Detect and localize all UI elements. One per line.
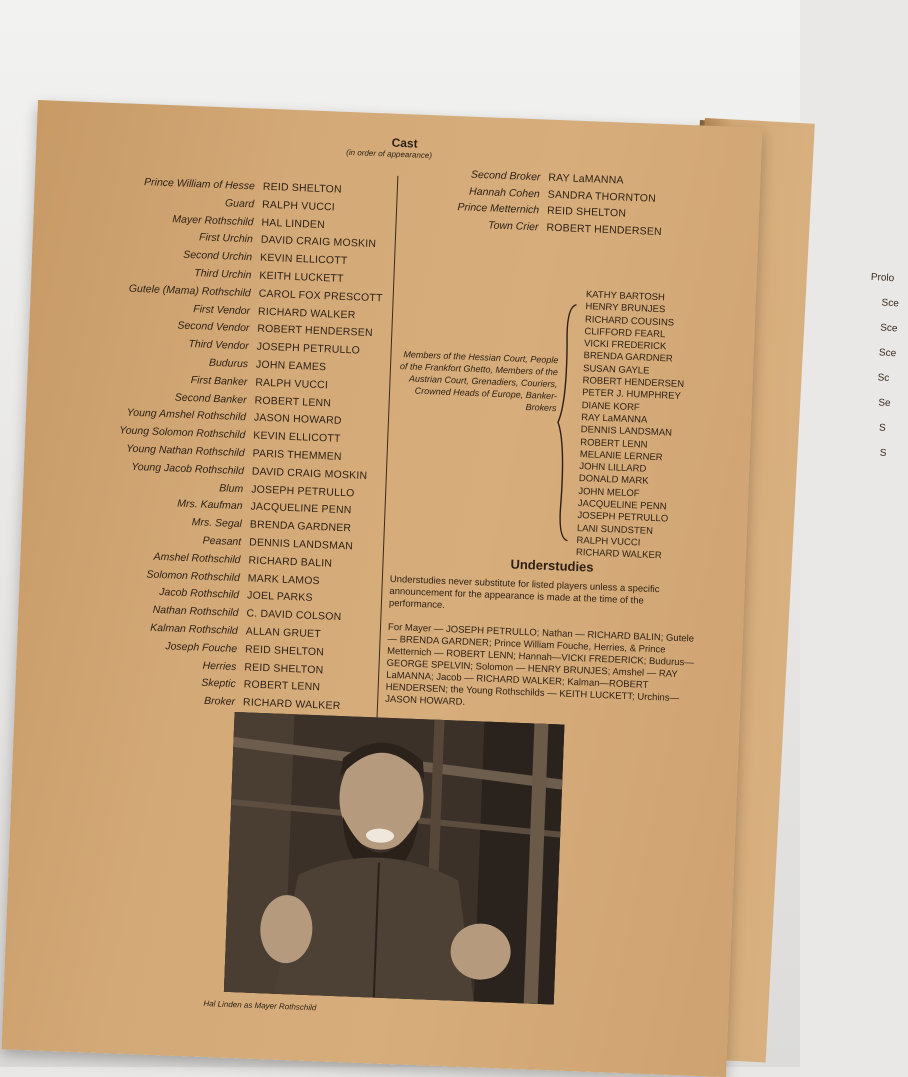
role-name: Mayer Rothschild [172, 212, 254, 228]
role-name: Prince William of Hesse [143, 176, 256, 193]
ensemble-member: ROBERT HENDERSEN [582, 375, 685, 391]
understudies-note: Understudies never substitute for listed players unless a specific announcement for the appearance is made at the time of the performance. [388, 573, 660, 611]
actor-name: REID SHELTON [244, 660, 324, 676]
ensemble-member: RICHARD COUSINS [584, 313, 675, 329]
role-name: Second Broker [470, 168, 541, 184]
actor-name: JACQUELINE PENN [250, 500, 352, 517]
actor-name: REID SHELTON [262, 180, 343, 196]
ensemble-member: DIANE KORF [581, 399, 640, 413]
actor-name: HAL LINDEN [261, 216, 326, 231]
role-name: Young Amshel Rothschild [126, 407, 247, 424]
actor-name: DAVID CRAIG MOSKIN [260, 234, 377, 251]
actor-name: ROBERT LENN [254, 394, 332, 410]
ensemble-member: CLIFFORD FEARL [584, 326, 666, 341]
ensemble-member: KATHY BARTOSH [585, 289, 666, 304]
role-name: Budurus [208, 356, 249, 371]
next-page-label: Sc [877, 372, 890, 384]
understudies-list: For Mayer — JOSEPH PETRULLO; Nathan — RICHARD BALIN; Gutele — BRENDA GARDNER; Prince William Fouche, Herries, & Prince Metternich — ROBERT LENN; Hannah—VICKI FREDERICK; Budurus—GEORGE SPELVIN; Solomon — HENRY BRUNJES; Amshel — RAY LaMANNA; Jacob — RICHARD WALKER; Kalman—ROBERT HENDERSEN; the Young Rothschilds — KEITH LUCKETT; Urchins—JASON HOWARD. [385, 621, 695, 708]
role-name: Amshel Rothschild [153, 550, 241, 566]
role-name: Town Crier [487, 218, 539, 233]
ensemble-member: JOHN MELOF [578, 485, 640, 500]
actor-name: JASON HOWARD [253, 411, 342, 428]
actor-name: KEVIN ELLICOTT [253, 429, 341, 446]
role-name: Kalman Rothschild [150, 621, 238, 638]
role-name: Guard [224, 197, 255, 211]
actor-name: C. DAVID COLSON [246, 607, 342, 624]
actor-name: MARK LAMOS [247, 572, 320, 587]
cast-list-right [401, 166, 663, 238]
role-name: First Banker [190, 373, 248, 389]
actor-name: ROBERT HENDERSEN [257, 322, 373, 340]
next-page-label: Prolo [870, 271, 895, 285]
ensemble-member: JOSEPH PETRULLO [577, 510, 669, 525]
ensemble-label: Members of the Hessian Court, People of the Frankfort Ghetto, Members of the Austrian Court, Grenadiers, Couriers, Crowned Heads of Europe, Banker-Brokers [399, 349, 559, 414]
ensemble-member: RALPH VUCCI [576, 534, 641, 549]
photo-illustration [224, 712, 565, 1004]
actor-name: JOEL PARKS [246, 589, 313, 605]
ensemble-member: PETER J. HUMPHREY [581, 387, 682, 403]
ensemble-member: DONALD MARK [578, 473, 649, 488]
ensemble-member: LANI SUNDSTEN [576, 522, 654, 537]
ensemble-member: JOHN LILLARD [579, 461, 647, 475]
actor-name: RALPH VUCCI [255, 376, 329, 392]
role-name: Third Vendor [188, 338, 249, 353]
ensemble-list [576, 289, 688, 563]
role-name: Gutele (Mama) Rothschild [128, 282, 251, 300]
actor-name: ALLAN GRUET [245, 625, 322, 641]
actor-name: REID SHELTON [546, 204, 627, 220]
ensemble-member: BRENDA GARDNER [583, 350, 673, 366]
cast-title: Cast [391, 135, 418, 151]
actor-name: SANDRA THORNTON [547, 188, 657, 205]
actor-name: JOSEPH PETRULLO [250, 483, 355, 500]
ensemble-member: VICKI FREDERICK [583, 338, 667, 353]
ensemble-member: JACQUELINE PENN [577, 498, 667, 513]
role-name: Second Urchin [183, 248, 253, 264]
ensemble-member: DENNIS LANDSMAN [580, 424, 673, 439]
role-name: First Vendor [193, 302, 251, 317]
actor-name: RALPH VUCCI [261, 198, 336, 214]
cast-list-left [35, 172, 383, 713]
ensemble-member: MELANIE LERNER [579, 448, 663, 464]
role-name: Prince Metternich [457, 201, 540, 217]
next-page-label: S [878, 422, 886, 434]
ensemble-member: ROBERT LENN [580, 436, 648, 451]
role-name: Young Solomon Rothschild [119, 424, 246, 442]
cast-subtitle: (in order of appearance) [346, 147, 433, 161]
role-name: Blum [219, 481, 244, 495]
role-name: Joseph Fouche [165, 640, 238, 655]
photo-hal-linden [224, 712, 565, 1004]
ensemble-member: RAY LaMANNA [580, 412, 648, 426]
role-name: Mrs. Kaufman [177, 498, 243, 513]
actor-name: KEITH LUCKETT [259, 269, 344, 285]
role-name: Young Jacob Rothschild [131, 460, 245, 477]
actor-name: JOSEPH PETRULLO [256, 340, 361, 357]
role-name: Nathan Rothschild [152, 603, 239, 620]
actor-name: RICHARD WALKER [242, 696, 341, 713]
role-name: Hannah Cohen [468, 185, 540, 200]
photo-caption: Hal Linden as Mayer Rothschild [203, 999, 317, 1013]
role-name: Second Banker [174, 391, 247, 406]
role-name: Jacob Rothschild [158, 586, 240, 602]
next-page-label: Sce [879, 322, 898, 335]
role-name: Mrs. Segal [191, 516, 243, 531]
next-page-label: Se [878, 397, 891, 410]
actor-name: ROBERT HENDERSEN [546, 221, 663, 238]
ensemble-member: HENRY BRUNJES [585, 301, 666, 316]
actor-name: DAVID CRAIG MOSKIN [251, 465, 368, 482]
role-name: Herries [202, 659, 237, 673]
brace-icon [551, 302, 580, 543]
next-page-label: Sce [881, 297, 900, 310]
understudies-title: Understudies [510, 556, 594, 575]
program-page [2, 100, 763, 1077]
actor-name: BRENDA GARDNER [249, 518, 352, 535]
actor-name: RICHARD BALIN [248, 554, 333, 570]
ensemble-member: SUSAN GAYLE [582, 362, 650, 377]
actor-name: JOHN EAMES [255, 358, 327, 374]
actor-name: REID SHELTON [244, 643, 325, 659]
next-page-label: S [879, 447, 887, 459]
actor-name: PARIS THEMMEN [252, 447, 342, 463]
actor-name: KEVIN ELLICOTT [259, 251, 348, 268]
actor-name: RICHARD WALKER [257, 305, 356, 321]
role-name: Skeptic [201, 677, 236, 691]
role-name: Peasant [202, 534, 242, 549]
role-name: Third Urchin [194, 267, 252, 282]
actor-name: ROBERT LENN [243, 678, 321, 694]
actor-name: DENNIS LANDSMAN [248, 536, 354, 553]
page-content [2, 100, 763, 1077]
actor-name: RAY LaMANNA [548, 171, 624, 187]
role-name: Young Nathan Rothschild [125, 442, 245, 460]
next-page-label: Sce [878, 347, 897, 360]
actor-name: CAROL FOX PRESCOTT [258, 287, 383, 305]
role-name: Broker [203, 695, 236, 709]
ensemble-member: RICHARD WALKER [575, 547, 662, 562]
role-name: Solomon Rothschild [146, 568, 241, 584]
role-name: Second Vendor [177, 319, 250, 335]
role-name: First Urchin [198, 231, 254, 246]
